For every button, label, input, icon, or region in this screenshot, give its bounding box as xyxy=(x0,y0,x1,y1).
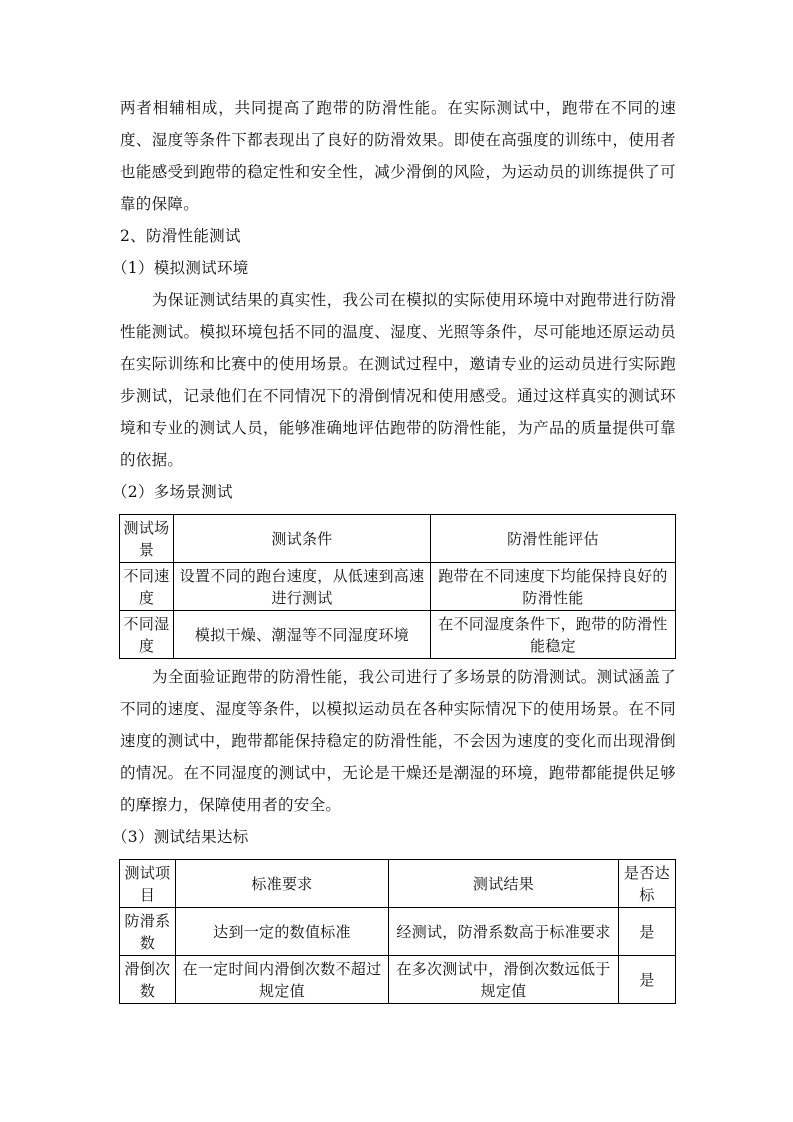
table-cell: 设置不同的跑台速度，从低速到高速进行测试 xyxy=(174,563,431,611)
subsection-heading-1: （1）模拟测试环境 xyxy=(112,259,249,277)
table-header-cell: 测试结果 xyxy=(389,860,619,908)
table-cell: 模拟干燥、潮湿等不同湿度环境 xyxy=(174,611,431,659)
table-cell: 在不同湿度条件下，跑带的防滑性能稳定 xyxy=(431,611,676,659)
intro-paragraph: 两者相辅相成，共同提高了跑带的防滑性能。在实际测试中，跑带在不同的速度、湿度等条件下都表现出了良好的防滑效果。即使在高强度的训练中，使用者也能感受到跑带的稳定性和安全性，减少滑倒的风险，为运动员的训练提供了可靠的保障。 xyxy=(120,99,676,213)
section-heading: 2、防滑性能测试 xyxy=(120,227,241,245)
test-results-table xyxy=(119,859,676,1004)
table-cell: 达到一定的数值标准 xyxy=(176,908,389,956)
table-header-row xyxy=(120,860,676,908)
table-cell: 是 xyxy=(619,956,676,1004)
table-header-cell: 是否达标 xyxy=(619,860,676,908)
subsection-heading-3: （3）测试结果达标 xyxy=(112,828,249,846)
table-cell: 滑倒次数 xyxy=(120,956,176,1004)
table-header-cell: 测试项目 xyxy=(120,860,176,908)
table-header-row xyxy=(120,515,676,563)
table-cell: 不同湿度 xyxy=(120,611,174,659)
table-cell: 是 xyxy=(619,908,676,956)
table-header-cell: 测试条件 xyxy=(174,515,431,563)
table-header-cell: 防滑性能评估 xyxy=(431,515,676,563)
table-cell: 经测试，防滑系数高于标准要求 xyxy=(389,908,619,956)
table-cell: 防滑系数 xyxy=(120,908,176,956)
multi-scenario-paragraph: 为全面验证跑带的防滑性能，我公司进行了多场景的防滑测试。测试涵盖了不同的速度、湿度等条件，以模拟运动员在各种实际情况下的使用场景。在不同速度的测试中，跑带都能保持稳定的防滑性能，不会因为速度的变化而出现滑倒的情况。在不同湿度的测试中，无论是干燥还是潮湿的环境，跑带都能提供足够的摩擦力，保障使用者的安全。 xyxy=(120,668,676,814)
table-cell: 跑带在不同速度下均能保持良好的防滑性能 xyxy=(431,563,676,611)
table-row xyxy=(120,956,676,1004)
simulation-paragraph: 为保证测试结果的真实性，我公司在模拟的实际使用环境中对跑带进行防滑性能测试。模拟环境包括不同的温度、湿度、光照等条件，尽可能地还原运动员在实际训练和比赛中的使用场景。在测试过程中，邀请专业的运动员进行实际跑步测试，记录他们在不同情况下的滑倒情况和使用感受。通过这样真实的测试环境和专业的测试人员，能够准确地评估跑带的防滑性能，为产品的质量提供可靠的依据。 xyxy=(120,291,676,469)
table-row xyxy=(120,563,676,611)
table-header-cell: 测试场景 xyxy=(120,515,174,563)
table-cell: 不同速度 xyxy=(120,563,174,611)
document-page xyxy=(112,92,676,1004)
table-header-cell: 标准要求 xyxy=(176,860,389,908)
table-row xyxy=(120,611,676,659)
multi-scenario-table xyxy=(119,514,676,659)
subsection-heading-2: （2）多场景测试 xyxy=(112,483,233,501)
table-cell: 在一定时间内滑倒次数不超过规定值 xyxy=(176,956,389,1004)
table-cell: 在多次测试中，滑倒次数远低于规定值 xyxy=(389,956,619,1004)
table-row xyxy=(120,908,676,956)
